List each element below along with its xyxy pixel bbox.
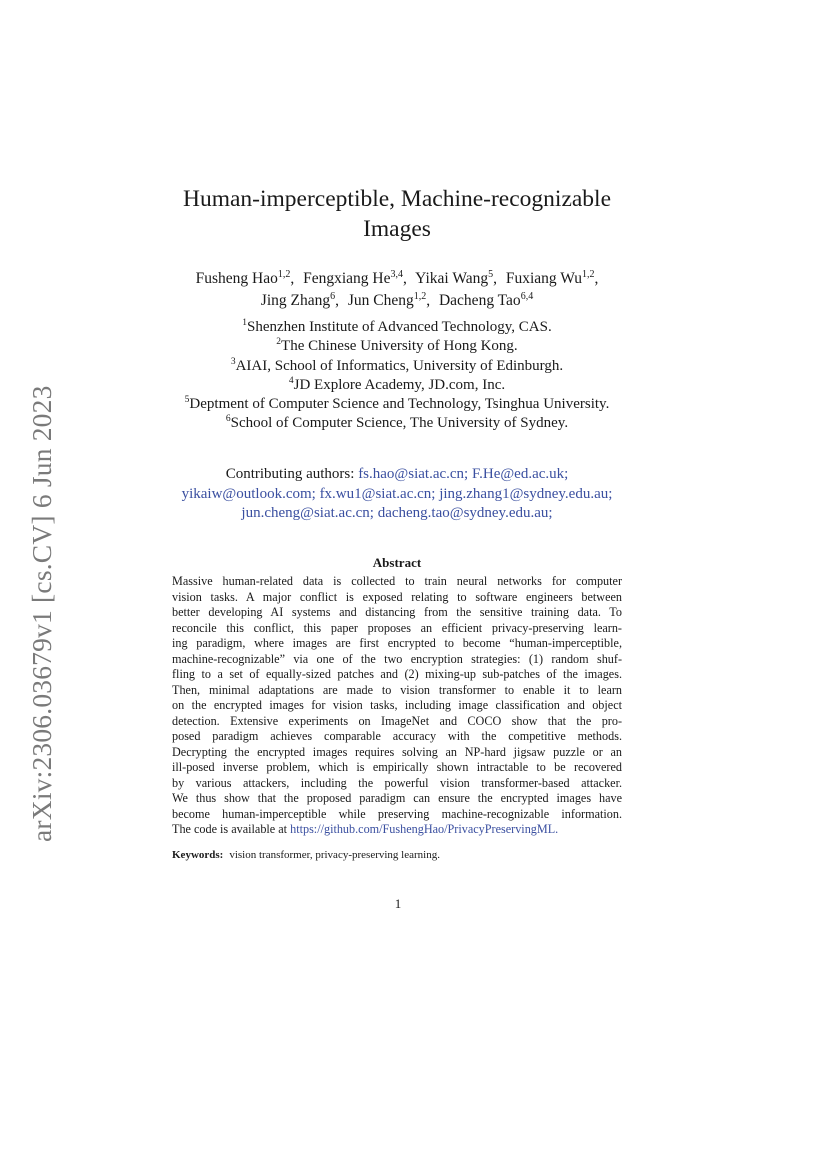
abstract-line: Then, minimal adaptations are made to vision transformer to enable it to learn [172, 682, 622, 697]
affiliation: $^3$AIAI, School of Informatics, University of Edinburgh. [230, 356, 564, 374]
abstract-line: better developing AI systems and distancing from the sensitive training data. To [172, 605, 622, 619]
affiliation: $^1$Shenzhen Institute of Advanced Technology, CAS. [242, 318, 552, 335]
contributing-label: Contributing authors: [225, 466, 355, 482]
abstract-line: Decrypting the encrypted images requires solving an NP-hard jigsaw puzzle or an [172, 744, 622, 759]
email-link[interactable]: yikaiw@outlook.com; [181, 485, 316, 502]
author: Fengxiang He$^{3,4}$ [303, 269, 403, 287]
contributing-authors [130, 465, 664, 524]
affiliation: $^6$School of Computer Science, The University of Sydney. [225, 414, 569, 432]
abstract-heading: Abstract [372, 555, 422, 570]
title-line-1: Human-imperceptible, Machine-recognizable [182, 186, 612, 212]
author: Jing Zhang$^6$ [260, 291, 336, 309]
abstract-line: ing paradigm, where images are first encrypted to become “human-imperceptible, [172, 636, 622, 650]
author: Fusheng Hao$^{1,2}$ [195, 269, 291, 287]
author: Dacheng Tao$^{6,4}$ [438, 291, 534, 309]
abstract-line: by various attackers, including the powerful vision transformer-based attacker. [172, 775, 622, 790]
email-link[interactable]: jing.zhang1@sydney.edu.au; [439, 485, 613, 502]
author-line-1: Fusheng Hao$^{1,2}$, Fengxiang He$^{3,4}$, Yikai Wang$^5$, Fuxiang Wu$^{1,2}$, [195, 269, 599, 287]
author: Jun Cheng$^{1,2}$ [347, 291, 427, 309]
keywords-text: vision transformer, privacy-preserving learning. [229, 849, 440, 861]
keywords [172, 848, 622, 862]
abstract-line: detection. Extensive experiments on ImageNet and COCO show that the pro- [172, 713, 622, 728]
author-line-2: Jing Zhang$^6$, Jun Cheng$^{1,2}$, Dacheng Tao$^{6,4}$ [260, 291, 534, 309]
email-link[interactable]: F.He@ed.ac.uk; [471, 466, 569, 482]
author-list [150, 268, 644, 312]
keywords-label: Keywords: [172, 849, 224, 861]
abstract-line: vision tasks. A major conflict is exposed relating to software engineers between [172, 589, 622, 604]
title-line-2: Images [363, 216, 431, 242]
abstract-line: The code is available at https://github.com/FushengHao/PrivacyPreservingML. [172, 822, 559, 836]
abstract-line: ill-posed inverse problem, which is empirically shown intractable to be recovered [172, 760, 622, 774]
email-link[interactable]: fs.hao@siat.ac.cn; [358, 466, 469, 482]
page-number: 1 [394, 896, 402, 911]
abstract-line: posed paradigm achieves comparable accuracy with the competitive methods. [172, 729, 622, 743]
email-link[interactable]: jun.cheng@siat.ac.cn; [241, 505, 374, 521]
abstract-line: become human-imperceptible while preserving machine-recognizable information. [172, 806, 622, 821]
author: Yikai Wang$^5$ [415, 269, 494, 287]
abstract-line: We thus show that the proposed paradigm can ensure the encrypted images have [172, 791, 622, 805]
abstract-body [172, 574, 622, 838]
code-url-link[interactable]: https://github.com/FushengHao/PrivacyPreservingML. [290, 822, 559, 836]
affiliation: $^4$JD Explore Academy, JD.com, Inc. [288, 375, 506, 393]
affiliation: $^5$Deptment of Computer Science and Technology, Tsinghua University. [184, 395, 610, 413]
arxiv-identifier-stamp: arXiv:2306.03679v1 [cs.CV] 6 Jun 2023 [26, 385, 57, 842]
email-link[interactable]: fx.wu1@siat.ac.cn; [319, 485, 436, 502]
abstract-line: Massive human-related data is collected to train neural networks for computer [172, 574, 622, 588]
paper-title [150, 184, 644, 244]
affiliation-list [130, 318, 664, 434]
author: Fuxiang Wu$^{1,2}$ [505, 269, 595, 287]
affiliation: $^2$The Chinese University of Hong Kong. [276, 337, 518, 355]
abstract-line: on the encrypted images for vision tasks, including image classification and object [172, 698, 622, 712]
abstract-line: reconcile this conflict, this paper proposes an efficient privacy-preserving learn- [172, 620, 622, 635]
abstract-line: machine-recognizable” via one of the two encryption strategies: (1) random shuf- [172, 651, 622, 666]
email-link[interactable]: dacheng.tao@sydney.edu.au; [377, 505, 553, 521]
abstract-line: fling to a set of equally-sized patches and (2) mixing-up sub-patches of the images. [172, 667, 622, 681]
